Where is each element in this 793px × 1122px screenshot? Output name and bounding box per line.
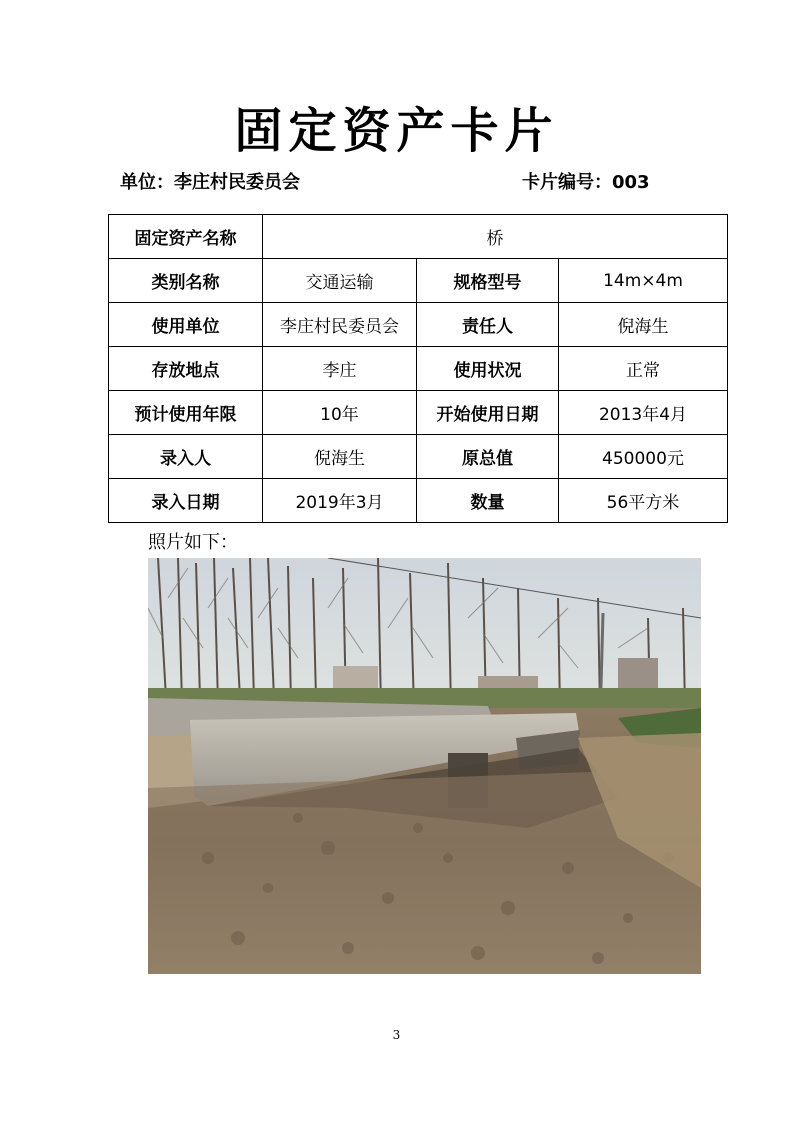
asset-card-table [108, 214, 728, 523]
table-cell-value: 14m×4m [559, 259, 728, 303]
table-cell-label: 使用单位 [109, 303, 263, 347]
table-cell-value: 李庄 [263, 347, 417, 391]
table-cell-label: 数量 [417, 479, 559, 523]
table-cell-label: 存放地点 [109, 347, 263, 391]
asset-name-value: 桥 [263, 215, 728, 259]
table-cell-label: 预计使用年限 [109, 391, 263, 435]
table-row [109, 303, 728, 347]
table-cell-label: 原总值 [417, 435, 559, 479]
table-cell-label: 类别名称 [109, 259, 263, 303]
table-row [109, 479, 728, 523]
table-row [109, 259, 728, 303]
asset-name-label: 固定资产名称 [109, 215, 263, 259]
table-cell-value: 李庄村民委员会 [263, 303, 417, 347]
table-cell-label: 录入人 [109, 435, 263, 479]
table-cell-value: 10年 [263, 391, 417, 435]
photo-caption: 照片如下： [148, 532, 238, 553]
table-row [109, 347, 728, 391]
table-cell-value: 56平方米 [559, 479, 728, 523]
table-cell-value: 2019年3月 [263, 479, 417, 523]
table-cell-value: 倪海生 [559, 303, 728, 347]
table-cell-value: 450000元 [559, 435, 728, 479]
bridge-photo [148, 558, 701, 974]
table-cell-value: 倪海生 [263, 435, 417, 479]
table-cell-value: 2013年4月 [559, 391, 728, 435]
unit-label: 单位：李庄村民委员会 [120, 172, 300, 193]
page-title: 固定资产卡片 [234, 103, 559, 159]
table-cell-label: 责任人 [417, 303, 559, 347]
table-cell-value: 正常 [559, 347, 728, 391]
table-row [109, 435, 728, 479]
table-cell-label: 规格型号 [417, 259, 559, 303]
page-number: 3 [392, 1028, 401, 1042]
table-cell-value: 交通运输 [263, 259, 417, 303]
table-row [109, 391, 728, 435]
table-cell-label: 使用状况 [417, 347, 559, 391]
table-cell-label: 开始使用日期 [417, 391, 559, 435]
table-row [109, 215, 728, 259]
card-number-label: 卡片编号：003 [522, 172, 650, 193]
table-cell-label: 录入日期 [109, 479, 263, 523]
